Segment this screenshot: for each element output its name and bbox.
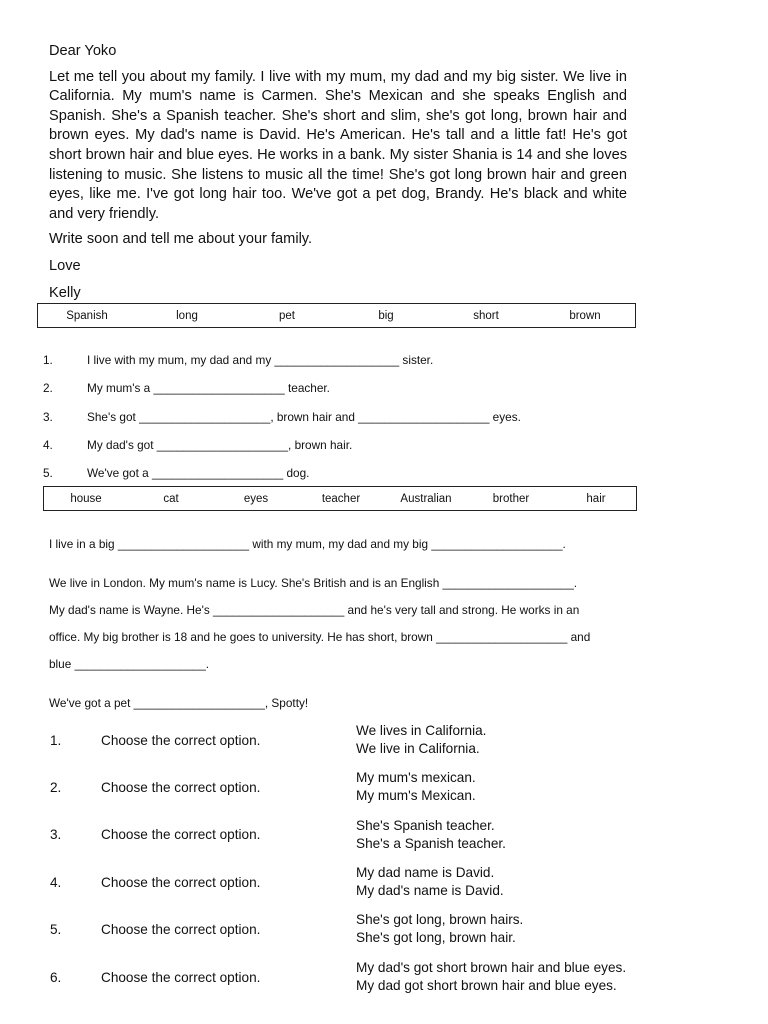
choice-options: [356, 817, 506, 853]
option-b[interactable]: We live in California.: [356, 741, 480, 756]
choice-options: [356, 959, 626, 995]
fill-in-sentence: I live with my mum, my dad and my ___________________ sister.: [87, 353, 434, 367]
fill-in-line: My dad's name is Wayne. He's ____________________ and he's very tall and strong. He works in an: [49, 603, 580, 617]
letter-body: Let me tell you about my family. I live with my mum, my dad and my big sister. We live in California. My mum's name is Carmen. She's Mexican and she speaks English and Spanish. She's a Spanish teacher. She's short and slim, she's got long, brown hair and brown eyes. My dad's name is David. He's American. He's tall and a little fat! He's got short brown hair and blue eyes. He works in a bank. My sister Shania is 14 and she loves listening to music. She listens to music all the time! She's got long brown hair and green eyes, like me. I've got long hair too. We've got a pet dog, Brandy. He's black and white and very friendly.: [49, 68, 627, 222]
word-bank-word: teacher: [321, 492, 361, 505]
word-bank-word: Australian: [400, 492, 452, 505]
fill-in-line: We've got a pet ____________________, Spotty!: [49, 696, 309, 710]
option-a[interactable]: My dad's got short brown hair and blue eyes.: [356, 960, 627, 975]
word-bank-1: [37, 303, 636, 328]
fill-in-sentence: We've got a ____________________ dog.: [87, 466, 310, 480]
letter: [49, 42, 627, 303]
item-number: 3.: [43, 410, 53, 424]
word-bank-word: brother: [492, 492, 530, 505]
choice-options: [356, 911, 523, 947]
letter-sign-off: Love: [49, 257, 81, 274]
letter-signature: Kelly: [49, 284, 81, 301]
fill-in-sentence: My dad's got ____________________, brown hair.: [87, 438, 353, 452]
option-b[interactable]: She's a Spanish teacher.: [356, 836, 506, 851]
word-bank-word: Spanish: [66, 309, 108, 322]
choice-prompt: Choose the correct option.: [101, 922, 261, 937]
choice-options: [356, 722, 486, 758]
word-bank-word: big: [378, 309, 394, 322]
word-bank-word: brown: [569, 309, 601, 322]
choice-prompt: Choose the correct option.: [101, 970, 261, 985]
option-a[interactable]: We lives in California.: [356, 723, 487, 738]
item-number: 6.: [50, 970, 62, 985]
fill-in-sentence: My mum's a ____________________ teacher.: [87, 381, 330, 395]
fill-in-sentence: She's got ____________________, brown hair and ____________________ eyes.: [87, 410, 521, 424]
item-number: 1.: [50, 733, 62, 748]
fill-in-line: blue ____________________.: [49, 657, 210, 671]
word-bank-word: cat: [163, 492, 179, 505]
item-number: 3.: [50, 827, 62, 842]
word-bank-word: house: [70, 492, 102, 505]
fill-in-line: We live in London. My mum's name is Lucy. She's British and is an English ____________________.: [49, 576, 578, 590]
fill-in-line: I live in a big ____________________ with my mum, my dad and my big ____________________.: [49, 537, 566, 551]
item-number: 4.: [43, 438, 53, 452]
word-bank-word: eyes: [243, 492, 269, 505]
choice-options: [356, 769, 476, 805]
option-a[interactable]: She's Spanish teacher.: [356, 818, 495, 833]
option-b[interactable]: My mum's Mexican.: [356, 788, 476, 803]
option-a[interactable]: She's got long, brown hairs.: [356, 912, 524, 927]
choice-prompt: Choose the correct option.: [101, 733, 261, 748]
option-a[interactable]: My dad name is David.: [356, 865, 495, 880]
choice-prompt: Choose the correct option.: [101, 875, 261, 890]
choice-prompt: Choose the correct option.: [101, 780, 261, 795]
item-number: 2.: [50, 780, 62, 795]
option-b[interactable]: She's got long, brown hair.: [356, 930, 516, 945]
item-number: 4.: [50, 875, 62, 890]
word-bank-word: short: [473, 309, 499, 322]
item-number: 2.: [43, 381, 53, 395]
option-a[interactable]: My mum's mexican.: [356, 770, 476, 785]
word-bank-2: [43, 486, 637, 511]
word-bank-word: hair: [586, 492, 606, 505]
letter-greeting: Dear Yoko: [49, 43, 117, 59]
item-number: 5.: [50, 922, 62, 937]
item-number: 5.: [43, 466, 53, 480]
item-number: 1.: [43, 353, 53, 367]
option-b[interactable]: My dad got short brown hair and blue eyes.: [356, 978, 617, 993]
word-bank-word: long: [176, 309, 198, 322]
choice-options: [356, 864, 504, 900]
letter-closing-line: Write soon and tell me about your family.: [49, 231, 313, 248]
choice-prompt: Choose the correct option.: [101, 827, 261, 842]
fill-in-line: office. My big brother is 18 and he goes to university. He has short, brown ____________________ and: [49, 630, 591, 644]
option-b[interactable]: My dad's name is David.: [356, 883, 504, 898]
word-bank-word: pet: [279, 309, 295, 322]
